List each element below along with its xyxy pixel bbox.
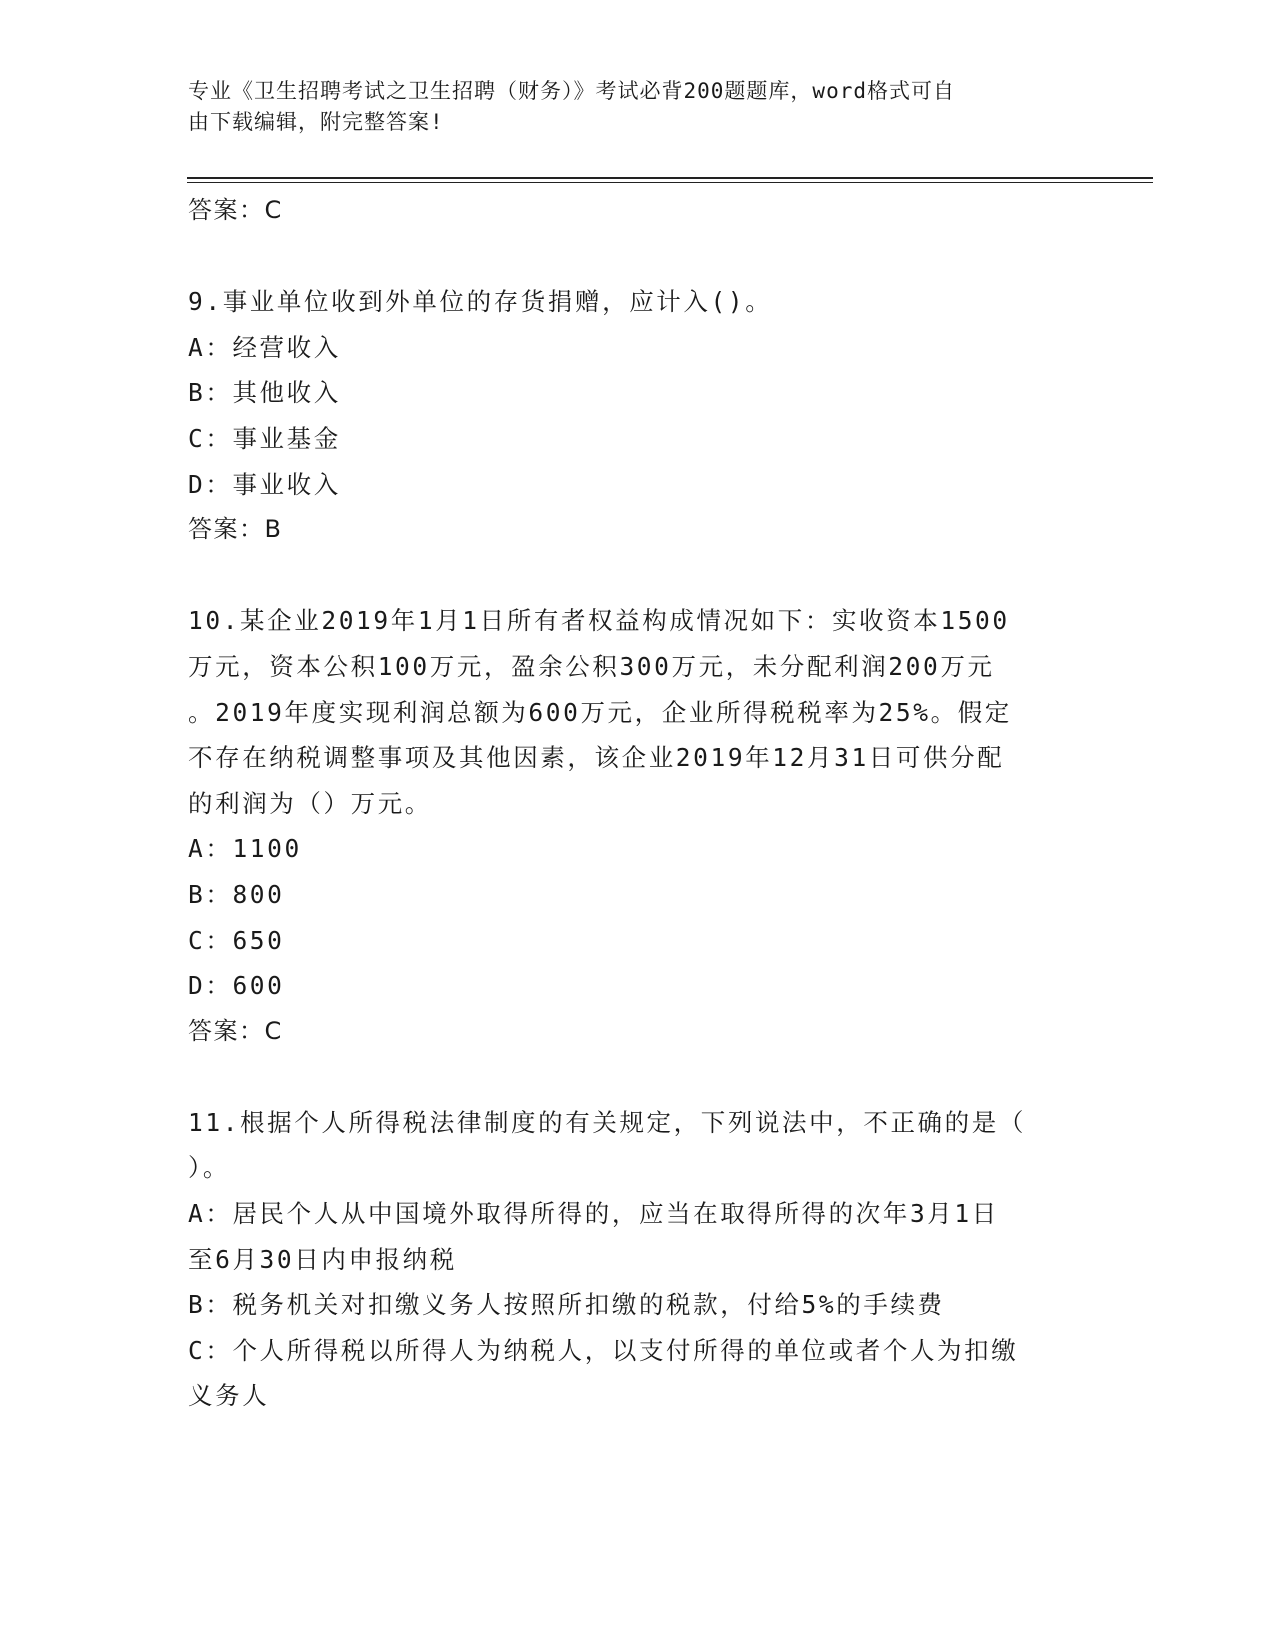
option-c: C：事业基金 [188,423,341,453]
option-b: B：其他收入 [188,378,341,408]
header-divider [187,177,1153,179]
option-b: B：税务机关对扣缴义务人按照所扣缴的税款，付给5%的手续费 [188,1290,945,1320]
question-text: 11.根据个人所得税法律制度的有关规定，下列说法中，不正确的是（ [188,1107,1026,1137]
option-c: C：650 [188,925,285,955]
document-header [188,76,1068,138]
question-text: 不存在纳税调整事项及其他因素，该企业2019年12月31日可供分配 [188,743,1005,773]
option-a: 至6月30日内申报纳税 [188,1244,457,1274]
option-c: C：个人所得税以所得人为纳税人，以支付所得的单位或者个人为扣缴 [188,1335,1019,1365]
question-text: 10.某企业2019年1月1日所有者权益构成情况如下：实收资本1500 [188,606,1010,636]
header-line: 专业《卫生招聘考试之卫生招聘（财务）》考试必背200题题库，word格式可自 [188,79,955,103]
header-line: 由下载编辑，附完整答案! [188,110,444,134]
option-b: B：800 [188,879,285,909]
option-d: D：事业收入 [188,469,341,499]
question-text: 9.事业单位收到外单位的存货捐赠，应计入()。 [188,287,773,317]
question-9 [188,279,1108,553]
option-a: A：1100 [188,834,302,864]
spacer [188,1054,1108,1100]
question-text: ）。 [188,1153,230,1183]
question-text: 万元，资本公积100万元，盈余公积300万元，未分配利润200万元 [188,651,995,681]
option-a: A：经营收入 [188,332,341,362]
spacer [188,553,1108,599]
answer-label: 答案：B [188,515,283,544]
question-11 [188,1100,1108,1419]
answer-label: 答案：C [188,196,283,224]
question-10 [188,598,1108,1054]
document-body [188,188,1108,1419]
spacer [188,234,1108,280]
option-a: A：居民个人从中国境外取得所得的，应当在取得所得的次年3月1日 [188,1199,999,1229]
option-d: D：600 [188,971,285,1001]
header-divider [187,182,1153,183]
question-text: 的利润为（）万元。 [188,788,432,818]
answer-label: 答案：C [188,1016,283,1045]
question-text: 。2019年度实现利润总额为600万元，企业所得税税率为25%。假定 [188,697,1012,727]
option-c: 义务人 [188,1381,270,1411]
